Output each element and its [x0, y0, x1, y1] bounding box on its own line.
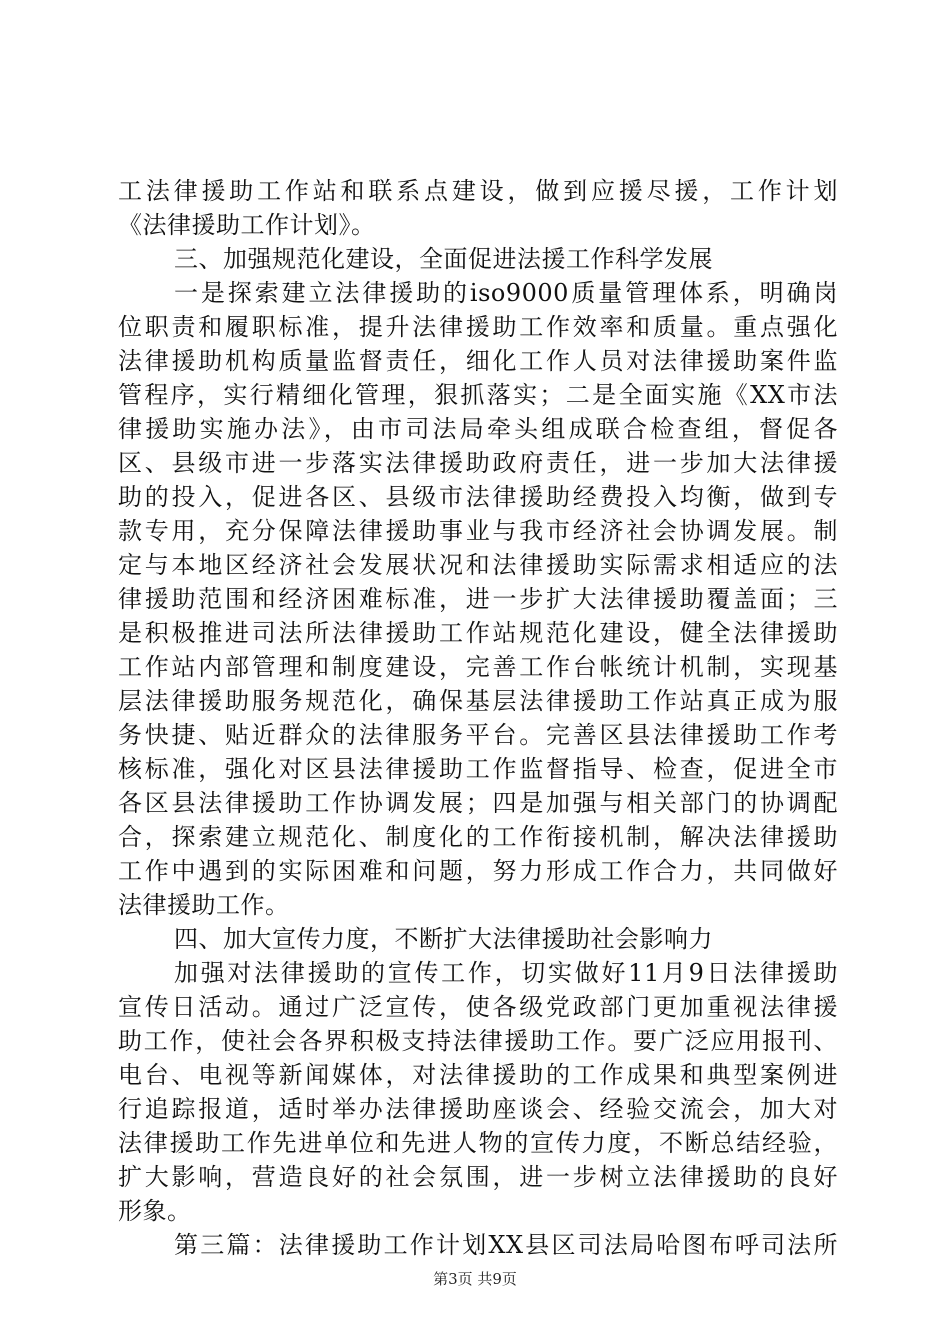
text-line: 《法律援助工作计划》。: [118, 211, 376, 239]
text-line: 行追踪报道，适时举办法律援助座谈会、经验交流会，加大对: [118, 1095, 838, 1123]
text-line: 是积极推进司法所法律援助工作站规范化建设，健全法律援助: [118, 619, 838, 647]
page-footer: 第3页 共9页: [433, 1270, 517, 1288]
text-line: 合，探索建立规范化、制度化的工作衔接机制，解决法律援助: [118, 823, 838, 851]
text-line: 核标准，强化对区县法律援助工作监督指导、检查，促进全市: [118, 755, 838, 783]
text-line: 助工作，使社会各界积极支持法律援助工作。要广泛应用报刊、: [118, 1027, 838, 1055]
text-line: 电台、电视等新闻媒体，对法律援助的工作成果和典型案例进: [118, 1061, 838, 1089]
text-line: 各区县法律援助工作协调发展；四是加强与相关部门的协调配: [118, 789, 838, 817]
text-line: 律援助范围和经济困难标准，进一步扩大法律援助覆盖面；三: [118, 585, 838, 613]
text-line: 法律援助工作先进单位和先进人物的宣传力度，不断总结经验，: [118, 1129, 838, 1157]
text-line: 四、加大宣传力度，不断扩大法律援助社会影响力: [174, 925, 713, 953]
text-line: 第三篇：法律援助工作计划XX县区司法局哈图布呼司法所: [174, 1231, 838, 1259]
text-line: 定与本地区经济社会发展状况和法律援助实际需求相适应的法: [118, 551, 838, 579]
document-body: [118, 174, 838, 1262]
text-line: 位职责和履职标准，提升法律援助工作效率和质量。重点强化: [118, 313, 838, 341]
text-line: 律援助实施办法》，由市司法局牵头组成联合检查组，督促各: [118, 415, 838, 443]
text-line: 工作中遇到的实际困难和问题，努力形成工作合力，共同做好: [118, 857, 838, 885]
text-line: 区、县级市进一步落实法律援助政府责任，进一步加大法律援: [118, 449, 838, 477]
text-line: 法律援助工作。: [118, 891, 290, 919]
text-line: 三、加强规范化建设，全面促进法援工作科学发展: [174, 245, 713, 273]
text-line: 加强对法律援助的宣传工作，切实做好11月9日法律援助: [174, 959, 838, 987]
text-line: 助的投入，促进各区、县级市法律援助经费投入均衡，做到专: [118, 483, 838, 511]
text-line: 法律援助机构质量监督责任，细化工作人员对法律援助案件监: [118, 347, 838, 375]
text-line: 工法律援助工作站和联系点建设，做到应援尽援，工作计划: [118, 177, 838, 205]
text-line: 扩大影响，营造良好的社会氛围，进一步树立法律援助的良好: [118, 1163, 838, 1191]
text-line: 层法律援助服务规范化，确保基层法律援助工作站真正成为服: [118, 687, 838, 715]
text-line: 款专用，充分保障法律援助事业与我市经济社会协调发展。制: [118, 517, 838, 545]
text-line: 宣传日活动。通过广泛宣传，使各级党政部门更加重视法律援: [118, 993, 838, 1021]
text-line: 务快捷、贴近群众的法律服务平台。完善区县法律援助工作考: [118, 721, 838, 749]
text-line: 工作站内部管理和制度建设，完善工作台帐统计机制，实现基: [118, 653, 838, 681]
text-line: 形象。: [118, 1197, 192, 1225]
text-line: 一是探索建立法律援助的iso9000质量管理体系，明确岗: [174, 279, 838, 307]
text-line: 管程序，实行精细化管理，狠抓落实；二是全面实施《XX市法: [118, 381, 838, 409]
